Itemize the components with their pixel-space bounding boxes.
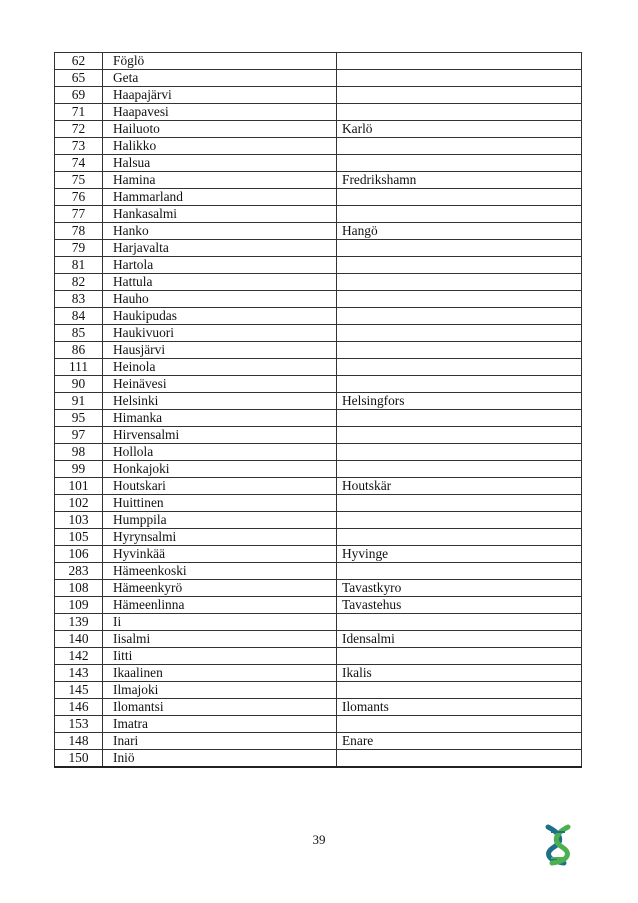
swedish-name xyxy=(337,716,582,733)
municipality-code: 111 xyxy=(55,359,103,376)
table-row xyxy=(55,427,582,444)
table-row xyxy=(55,733,582,750)
municipality-code: 78 xyxy=(55,223,103,240)
finnish-name: Iitti xyxy=(103,648,337,665)
municipality-code: 95 xyxy=(55,410,103,427)
finnish-name: Ii xyxy=(103,614,337,631)
table-row xyxy=(55,70,582,87)
municipality-code: 74 xyxy=(55,155,103,172)
table-row xyxy=(55,750,582,768)
table-row xyxy=(55,172,582,189)
municipality-code: 143 xyxy=(55,665,103,682)
municipality-code: 71 xyxy=(55,104,103,121)
table-row xyxy=(55,614,582,631)
finnish-name: Humppila xyxy=(103,512,337,529)
swedish-name xyxy=(337,291,582,308)
table-row xyxy=(55,274,582,291)
swedish-name xyxy=(337,376,582,393)
finnish-name: Hammarland xyxy=(103,189,337,206)
municipality-code: 108 xyxy=(55,580,103,597)
finnish-name: Föglö xyxy=(103,53,337,70)
swedish-name xyxy=(337,648,582,665)
swedish-name xyxy=(337,138,582,155)
table-row xyxy=(55,240,582,257)
table-row xyxy=(55,223,582,240)
swedish-name xyxy=(337,682,582,699)
municipality-code: 84 xyxy=(55,308,103,325)
swedish-name xyxy=(337,206,582,223)
finnish-name: Helsinki xyxy=(103,393,337,410)
table-row xyxy=(55,87,582,104)
table-row xyxy=(55,631,582,648)
swedish-name: Fredrikshamn xyxy=(337,172,582,189)
municipality-code: 65 xyxy=(55,70,103,87)
table-row xyxy=(55,665,582,682)
municipality-code: 145 xyxy=(55,682,103,699)
table-row xyxy=(55,121,582,138)
municipality-code: 148 xyxy=(55,733,103,750)
swedish-name: Idensalmi xyxy=(337,631,582,648)
table-row xyxy=(55,257,582,274)
swedish-name xyxy=(337,563,582,580)
finnish-name: Haukipudas xyxy=(103,308,337,325)
table-row xyxy=(55,53,582,70)
municipality-code: 79 xyxy=(55,240,103,257)
swedish-name: Tavastehus xyxy=(337,597,582,614)
municipality-code: 103 xyxy=(55,512,103,529)
swedish-name xyxy=(337,189,582,206)
swedish-name: Houtskär xyxy=(337,478,582,495)
municipality-code: 102 xyxy=(55,495,103,512)
municipality-code: 99 xyxy=(55,461,103,478)
swedish-name xyxy=(337,70,582,87)
swedish-name xyxy=(337,53,582,70)
finnish-name: Hartola xyxy=(103,257,337,274)
municipality-code: 81 xyxy=(55,257,103,274)
finnish-name: Haapajärvi xyxy=(103,87,337,104)
municipality-code: 283 xyxy=(55,563,103,580)
finnish-name: Hirvensalmi xyxy=(103,427,337,444)
finnish-name: Hauho xyxy=(103,291,337,308)
municipality-code: 62 xyxy=(55,53,103,70)
swedish-name: Enare xyxy=(337,733,582,750)
finnish-name: Heinola xyxy=(103,359,337,376)
municipality-code: 139 xyxy=(55,614,103,631)
swedish-name xyxy=(337,750,582,768)
municipality-code: 105 xyxy=(55,529,103,546)
finnish-name: Hollola xyxy=(103,444,337,461)
municipality-code: 77 xyxy=(55,206,103,223)
municipality-code: 140 xyxy=(55,631,103,648)
finnish-name: Hattula xyxy=(103,274,337,291)
table-row xyxy=(55,393,582,410)
municipality-code: 76 xyxy=(55,189,103,206)
table-row xyxy=(55,206,582,223)
finnish-name: Halikko xyxy=(103,138,337,155)
table-row xyxy=(55,478,582,495)
swedish-name xyxy=(337,325,582,342)
municipality-code: 75 xyxy=(55,172,103,189)
finnish-name: Hämeenkoski xyxy=(103,563,337,580)
municipality-code: 86 xyxy=(55,342,103,359)
swedish-name: Helsingfors xyxy=(337,393,582,410)
swedish-name: Ikalis xyxy=(337,665,582,682)
finnish-name: Iniö xyxy=(103,750,337,768)
finnish-name: Hyrynsalmi xyxy=(103,529,337,546)
swedish-name: Tavastkyro xyxy=(337,580,582,597)
finnish-name: Iisalmi xyxy=(103,631,337,648)
finnish-name: Ilmajoki xyxy=(103,682,337,699)
swedish-name xyxy=(337,427,582,444)
finnish-name: Huittinen xyxy=(103,495,337,512)
municipality-code: 109 xyxy=(55,597,103,614)
swedish-name: Ilomants xyxy=(337,699,582,716)
table-row xyxy=(55,529,582,546)
swedish-name: Hangö xyxy=(337,223,582,240)
finnish-name: Ilomantsi xyxy=(103,699,337,716)
municipality-code: 82 xyxy=(55,274,103,291)
finnish-name: Halsua xyxy=(103,155,337,172)
swedish-name xyxy=(337,104,582,121)
table-row xyxy=(55,359,582,376)
table-row xyxy=(55,597,582,614)
finnish-name: Hamina xyxy=(103,172,337,189)
finnish-name: Geta xyxy=(103,70,337,87)
swedish-name xyxy=(337,308,582,325)
swedish-name xyxy=(337,495,582,512)
municipality-code: 150 xyxy=(55,750,103,768)
finnish-name: Imatra xyxy=(103,716,337,733)
table-row xyxy=(55,104,582,121)
swedish-name xyxy=(337,240,582,257)
municipality-code: 73 xyxy=(55,138,103,155)
finnish-name: Haapavesi xyxy=(103,104,337,121)
table-row xyxy=(55,682,582,699)
finnish-name: Hausjärvi xyxy=(103,342,337,359)
finnish-name: Honkajoki xyxy=(103,461,337,478)
table-row xyxy=(55,648,582,665)
table-row xyxy=(55,546,582,563)
finnish-name: Haukivuori xyxy=(103,325,337,342)
table-row xyxy=(55,512,582,529)
finnish-name: Hämeenkyrö xyxy=(103,580,337,597)
municipality-code: 98 xyxy=(55,444,103,461)
swedish-name xyxy=(337,342,582,359)
finnish-name: Heinävesi xyxy=(103,376,337,393)
table-row xyxy=(55,563,582,580)
dna-helix-logo-icon xyxy=(534,823,582,867)
swedish-name xyxy=(337,512,582,529)
swedish-name xyxy=(337,257,582,274)
swedish-name xyxy=(337,155,582,172)
table-row xyxy=(55,342,582,359)
table-row xyxy=(55,580,582,597)
municipality-code: 72 xyxy=(55,121,103,138)
swedish-name: Karlö xyxy=(337,121,582,138)
table-row xyxy=(55,699,582,716)
municipality-code: 90 xyxy=(55,376,103,393)
municipality-code: 91 xyxy=(55,393,103,410)
municipality-code: 146 xyxy=(55,699,103,716)
finnish-name: Himanka xyxy=(103,410,337,427)
table-row xyxy=(55,138,582,155)
finnish-name: Hailuoto xyxy=(103,121,337,138)
municipality-table xyxy=(54,52,582,768)
finnish-name: Hämeenlinna xyxy=(103,597,337,614)
finnish-name: Hyvinkää xyxy=(103,546,337,563)
table-row xyxy=(55,325,582,342)
municipality-code: 97 xyxy=(55,427,103,444)
table-row xyxy=(55,410,582,427)
swedish-name xyxy=(337,410,582,427)
municipality-code: 101 xyxy=(55,478,103,495)
swedish-name xyxy=(337,461,582,478)
table-row xyxy=(55,461,582,478)
table-row xyxy=(55,495,582,512)
finnish-name: Ikaalinen xyxy=(103,665,337,682)
table-row xyxy=(55,716,582,733)
swedish-name xyxy=(337,614,582,631)
municipality-code: 142 xyxy=(55,648,103,665)
municipality-code: 69 xyxy=(55,87,103,104)
table-row xyxy=(55,291,582,308)
finnish-name: Inari xyxy=(103,733,337,750)
table-row xyxy=(55,308,582,325)
table-row xyxy=(55,189,582,206)
table-row xyxy=(55,444,582,461)
municipality-code: 85 xyxy=(55,325,103,342)
swedish-name xyxy=(337,529,582,546)
finnish-name: Harjavalta xyxy=(103,240,337,257)
page-number: 39 xyxy=(312,832,326,847)
swedish-name xyxy=(337,87,582,104)
municipality-code: 83 xyxy=(55,291,103,308)
swedish-name xyxy=(337,359,582,376)
municipality-code: 153 xyxy=(55,716,103,733)
swedish-name xyxy=(337,444,582,461)
swedish-name xyxy=(337,274,582,291)
table-row xyxy=(55,155,582,172)
municipality-code: 106 xyxy=(55,546,103,563)
finnish-name: Houtskari xyxy=(103,478,337,495)
finnish-name: Hanko xyxy=(103,223,337,240)
finnish-name: Hankasalmi xyxy=(103,206,337,223)
table-row xyxy=(55,376,582,393)
swedish-name: Hyvinge xyxy=(337,546,582,563)
